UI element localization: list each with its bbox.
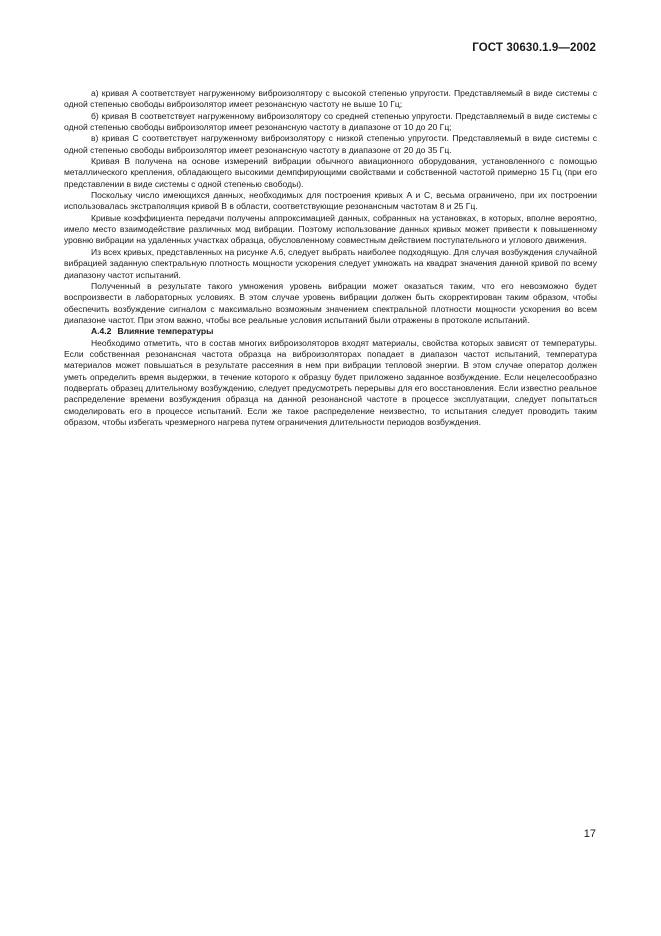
paragraph-extrapolation: Поскольку число имеющихся данных, необходимых для построения кривых A и C, весьма ограничено, при их построении использовалась экстраполяция кривой B в области, соответствующие резонансным частотам 8 и 25 Гц. (64, 190, 597, 212)
document-body (64, 88, 597, 428)
paragraph-temperature: Необходимо отметить, что в состав многих виброизоляторов входят материалы, свойства которых зависят от температуры. Если собственная резонансная частота образца на виброизоляторах попадает в диапазон частот испытаний, температура материалов может повышаться в результате рассеяния в нем при вибрации тепловой энергии. В этом случае оператор должен уметь определить время выдержки, в течение которого к образцу будет приложено заданное возбуждение. Если нецелесообразно подвергать образец длительному возбуждению, следует предусмотреть перерывы для его восстановления. Если известно реальное распределение времени возбуждения образца на данной резонансной частоте в процессе эксплуатации, следует попытаться смоделировать его в процессе испытаний. Если же такое распределение неизвестно, то испытания следует проводить таким образом, чтобы избегать чрезмерного нагрева путем ограничения длительности периодов возбуждения. (64, 337, 597, 427)
paragraph-vibration-level: Полученный в результате такого умножения уровень вибрации может оказаться таким, что его невозможно будет воспроизвести в лабораторных условиях. В этом случае уровень вибрации должен быть скорректирован таким образом, чтобы обеспечить возбуждение сигналом с максимально возможным значением спектральной плотности мощности ускорения во всем диапазоне частот. При этом важно, чтобы все реальные условия испытаний были отражены в протоколе испытаний. (64, 280, 597, 325)
paragraph-curve-selection: Из всех кривых, представленных на рисунке А.6, следует выбрать наиболее подходящую. Для случая возбуждения случайной вибрацией заданную спектральную плотность мощности ускорения следует умножать на квадрат значения данной кривой по всему диапазону частот испытаний. (64, 246, 597, 280)
standard-designation: ГОСТ 30630.1.9—2002 (472, 42, 596, 54)
paragraph-curve-c: в) кривая C соответствует нагруженному виброизолятору с низкой степенью упругости. Представляемый в виде системы с одной степенью свободы виброизолятор имеет резонансную частоту в диапазоне от 20 до 35 Гц. (64, 133, 597, 155)
subsection-title: Влияние температуры (117, 326, 214, 337)
page-number: 17 (583, 828, 596, 840)
paragraph-transfer-curves: Кривые коэффициента передачи получены аппроксимацией данных, собранных на установках, в которых, вполне вероятно, имело место взаимодействие различных мод вибрации. Поэтому использование данных кривых может привести к повышенному уровню вибрации на удаленных участках образца, обусловленному совместным действием поступательного и углового движения. (64, 212, 597, 246)
paragraph-curve-b: б) кривая B соответствует нагруженному виброизолятору со средней степенью упругости. Представляемый в виде системы с одной степенью свободы виброизолятор имеет резонансную частоту в диапазоне от 10 до 20 Гц; (64, 110, 597, 133)
subsection-number: А.4.2 (91, 326, 112, 337)
paragraph-curve-b-origin: Кривая B получена на основе измерений вибрации обычного авиационного оборудования, установленного с помощью металлического крепления, обладающего высокими демпфирующими свойствами и собственной частотой примерно 15 Гц (при его представлении в виде системы с одной степенью свободы). (64, 156, 597, 189)
subsection-heading (64, 326, 597, 337)
paragraph-curve-a: а) кривая A соответствует нагруженному виброизолятору с высокой степенью упругости. Представляемый в виде системы с одной степенью свободы виброизолятор имеет резонансную частоту не выше 10 Гц; (64, 88, 597, 110)
